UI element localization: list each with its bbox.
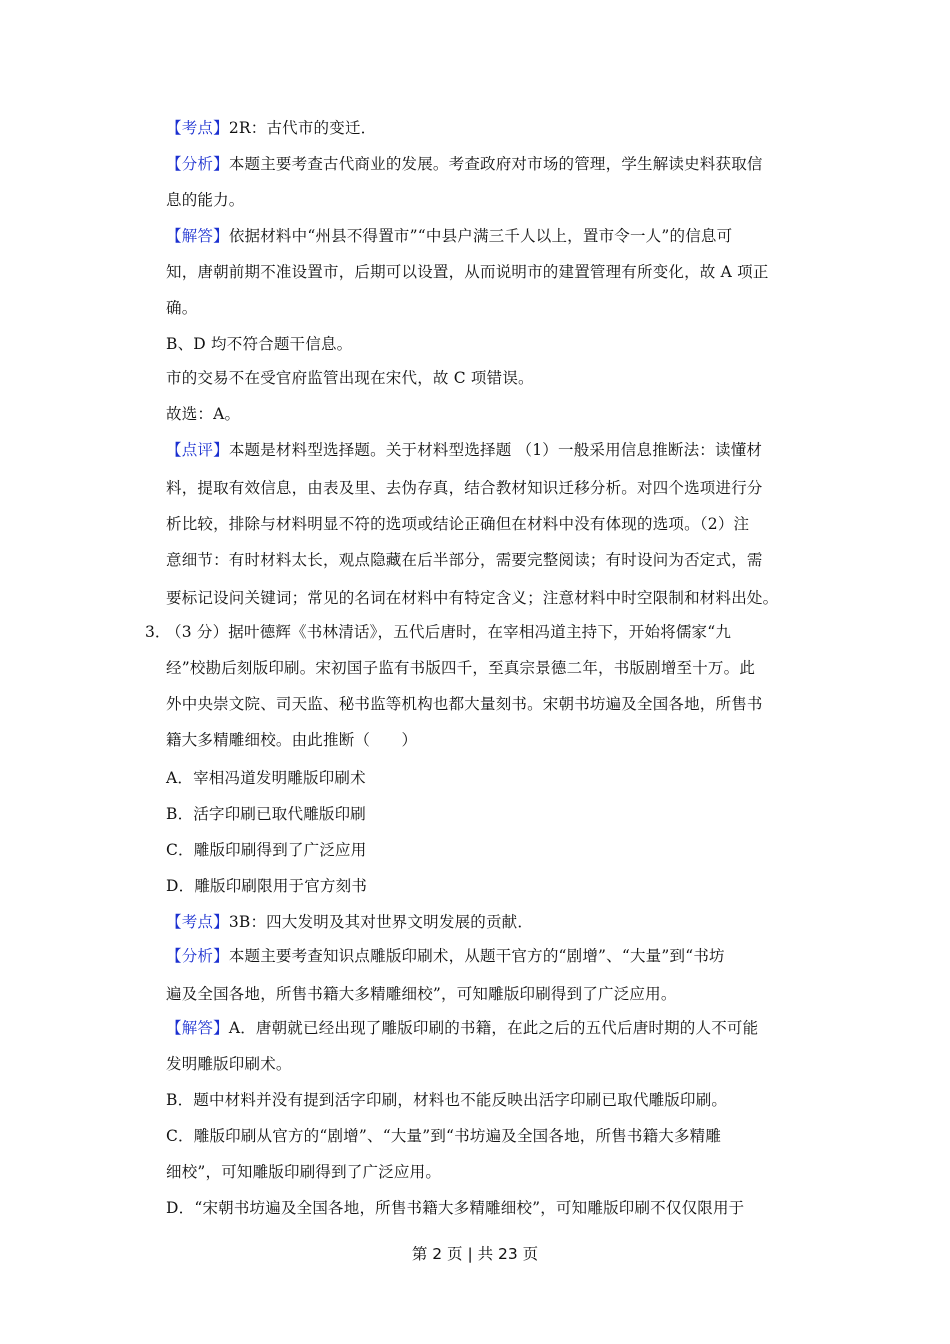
q2-jieda-line: B、D 均不符合题干信息。 [166, 335, 353, 353]
q2-dianping: 【点评】本题是材料型选择题。关于材料型选择题 （1）一般采用信息推断法：读懂材 [166, 441, 763, 459]
q3-jieda-line: D．“宋朝书坊遍及全国各地，所售书籍大多精雕细校”，可知雕版印刷不仅仅限用于 [166, 1199, 745, 1217]
q3-jieda-line: 细校”，可知雕版印刷得到了广泛应用。 [166, 1163, 442, 1181]
option-d: D．雕版印刷限用于官方刻书 [166, 877, 368, 895]
q3-jieda: 【解答】A．唐朝就已经出现了雕版印刷的书籍，在此之后的五代后唐时期的人不可能 [166, 1019, 759, 1037]
option-b: B．活字印刷已取代雕版印刷 [166, 805, 366, 823]
q2-dianping-line: 料，提取有效信息，由表及里、去伪存真，结合教材知识迁移分析。对四个选项进行分 [166, 479, 763, 497]
q2-jieda-answer: 故选：A。 [166, 405, 241, 423]
q3-jieda-line: C．雕版印刷从官方的“剧增”、“大量”到“书坊遍及全国各地，所售书籍大多精雕 [166, 1127, 722, 1145]
q2-fenxi-line: 息的能力。 [166, 191, 245, 209]
q2-kaodian: 【考点】2R：古代市的变迁． [166, 119, 377, 137]
jieda-tag: 【解答】 [166, 227, 229, 245]
option-a: A．宰相冯道发明雕版印刷术 [166, 769, 366, 787]
q3-stem: （3 分）据叶德辉《书林清话》，五代后唐时，在宰相冯道主持下，开始将儒家“九 [166, 623, 732, 641]
kaodian-tag: 【考点】 [166, 119, 229, 137]
q3-kaodian: 【考点】3B：四大发明及其对世界文明发展的贡献． [166, 913, 534, 931]
q2-jieda-line: 市的交易不在受官府监管出现在宋代，故 C 项错误。 [166, 369, 534, 387]
q3-jieda-line: 发明雕版印刷术。 [166, 1055, 292, 1073]
jieda-tag: 【解答】 [166, 1019, 229, 1037]
question-number: 3． [145, 623, 171, 641]
q2-dianping-line: 要标记设问关键词；常见的名词在材料中有特定含义；注意材料中时空限制和材料出处。 [166, 589, 779, 607]
dianping-tag: 【点评】 [166, 441, 229, 459]
q2-jieda-line: 确。 [166, 299, 198, 317]
q3-stem-line: 籍大多精雕细校。由此推断（ ） [166, 731, 418, 749]
kaodian-tag: 【考点】 [166, 913, 229, 931]
fenxi-tag: 【分析】 [166, 155, 229, 173]
q2-jieda: 【解答】依据材料中“州县不得置市”“中县户满三千人以上，置市令一人”的信息可 [166, 227, 733, 245]
q2-dianping-line: 析比较，排除与材料明显不符的选项或结论正确但在材料中没有体现的选项。（2）注 [166, 515, 750, 533]
q3-stem-line: 经”校勘后刻版印刷。宋初国子监有书版四千，至真宗景德二年，书版剧增至十万。此 [166, 659, 756, 677]
q2-jieda-line: 知，唐朝前期不准设置市，后期可以设置，从而说明市的建置管理有所变化，故 A 项正 [166, 263, 769, 281]
page-footer: 第 2 页 | 共 23 页 [411, 1245, 539, 1263]
q3-fenxi-line: 遍及全国各地，所售书籍大多精雕细校”，可知雕版印刷得到了广泛应用。 [166, 985, 677, 1003]
q2-dianping-line: 意细节：有时材料太长，观点隐藏在后半部分，需要完整阅读；有时设问为否定式，需 [166, 551, 763, 569]
q3-fenxi: 【分析】本题主要考查知识点雕版印刷术，从题干官方的“剧增”、“大量”到“书坊 [166, 947, 725, 965]
q3-stem-line: 外中央崇文院、司天监、秘书监等机构也都大量刻书。宋朝书坊遍及全国各地，所售书 [166, 695, 763, 713]
option-c: C．雕版印刷得到了广泛应用 [166, 841, 367, 859]
fenxi-tag: 【分析】 [166, 947, 229, 965]
q2-fenxi: 【分析】本题主要考查古代商业的发展。考查政府对市场的管理，学生解读史料获取信 [166, 155, 763, 173]
q3-jieda-line: B．题中材料并没有提到活字印刷，材料也不能反映出活字印刷已取代雕版印刷。 [166, 1091, 728, 1109]
